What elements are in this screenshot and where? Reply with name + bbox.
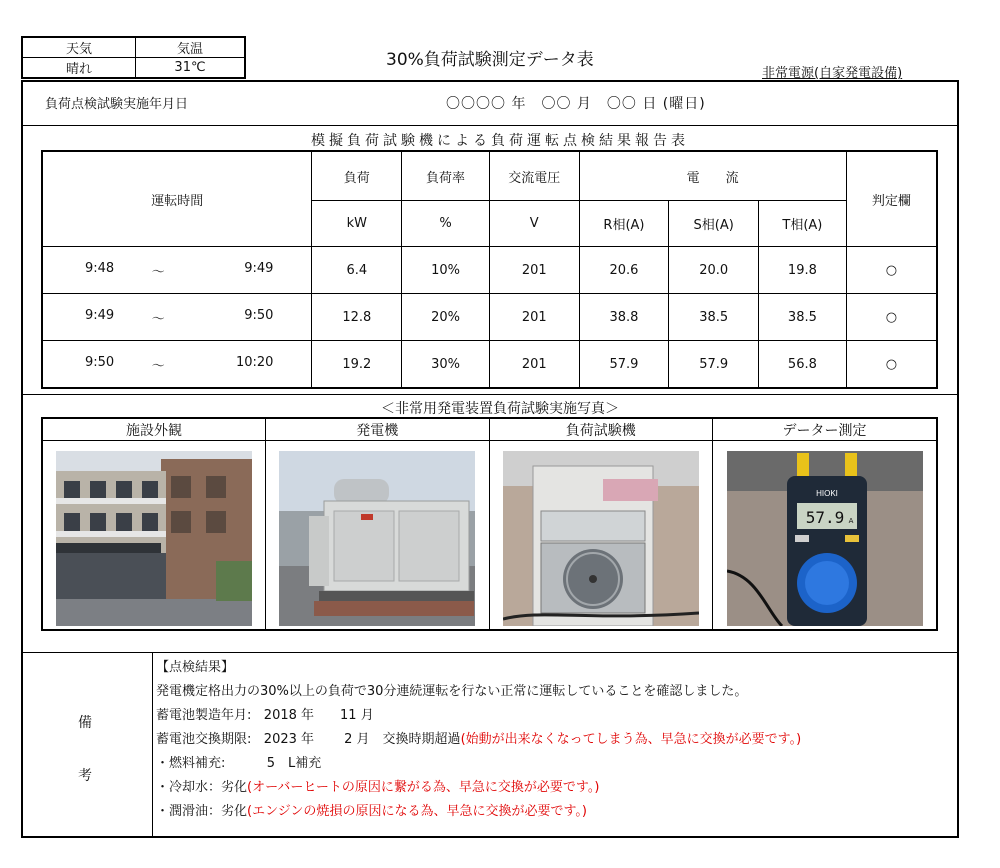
- divider: [23, 125, 957, 126]
- oil-warning-text: (エンジンの焼損の原因になる為、早急に交換が必要です。): [247, 804, 587, 819]
- end-time: 9:49: [244, 260, 274, 276]
- s-current-value: 20.0: [669, 247, 759, 294]
- test-date-value: 〇〇〇〇 年 〇〇 月 〇〇 日 (曜日): [446, 96, 706, 112]
- table-row: [42, 341, 937, 389]
- meter-reading: 57.9: [805, 508, 844, 527]
- unit-r-phase: R相(A): [579, 201, 669, 247]
- s-current-value: 38.5: [669, 294, 759, 341]
- weather-header: 天気: [22, 37, 136, 58]
- photo-label-generator: 発電機: [266, 418, 490, 441]
- table-row: [42, 247, 937, 294]
- battery-expiry-row: [156, 728, 801, 747]
- photo-table: [41, 417, 938, 631]
- divider: [23, 394, 957, 395]
- remarks-label-bottom: 考: [78, 768, 92, 784]
- photo-section-title: ＜非常用発電装置負荷試験実施写真＞: [381, 401, 619, 417]
- unit-volt: V: [489, 201, 579, 247]
- report-table-title: 模擬負荷試験機による負荷運転点検結果報告表: [311, 133, 689, 149]
- oil-label: ・潤滑油：劣化: [156, 804, 248, 819]
- end-time: 9:50: [244, 307, 274, 323]
- clamp-meter-photo: [727, 451, 923, 626]
- coolant-row: [156, 776, 599, 795]
- header-ac-voltage: 交流電圧: [489, 151, 579, 201]
- unit-t-phase: T相(A): [759, 201, 847, 247]
- temperature-value: 31℃: [136, 58, 246, 79]
- oil-row: [156, 800, 587, 819]
- weather-value: 晴れ: [22, 58, 136, 79]
- time-cell: [42, 341, 312, 389]
- remarks-label-top: 備: [78, 715, 92, 731]
- t-current-value: 38.5: [759, 294, 847, 341]
- coolant-label: ・冷却水：劣化: [156, 780, 248, 795]
- header-current: 電 流: [579, 151, 846, 201]
- table-row: [42, 294, 937, 341]
- fuel-value: 5 L補充: [266, 756, 322, 771]
- photo-label-exterior: 施設外観: [42, 418, 266, 441]
- header-judgement: 判定欄: [846, 151, 937, 247]
- facility-type-label: 非常電源(自家発電設備): [762, 66, 903, 81]
- voltage-value: 201: [489, 341, 579, 389]
- load-tester-photo: [503, 451, 699, 626]
- generator-photo: [279, 451, 475, 626]
- voltage-value: 201: [489, 247, 579, 294]
- load-value: 12.8: [312, 294, 402, 341]
- load-value: 6.4: [312, 247, 402, 294]
- header-load: 負荷: [312, 151, 402, 201]
- time-cell: [42, 247, 312, 294]
- range-separator: ～: [151, 358, 165, 374]
- inspection-result-text: 発電機定格出力の30%以上の負荷で30分連続運転を行ない正常に運転していることを確認しました。: [156, 684, 748, 699]
- battery-expiry-value: 2023 年 2 月 交換時期超過: [263, 732, 461, 747]
- r-current-value: 20.6: [579, 247, 669, 294]
- battery-manufacture-value: 2018 年 11 月: [263, 708, 374, 723]
- load-rate-value: 10%: [402, 247, 490, 294]
- r-current-value: 38.8: [579, 294, 669, 341]
- judgement-mark: ○: [846, 341, 937, 389]
- weather-box: [21, 36, 246, 79]
- photo-label-measurement: データー測定: [713, 418, 938, 441]
- battery-manufacture-row: [156, 704, 374, 723]
- meter-brand-label: HIOKI: [815, 489, 838, 498]
- inspection-result-heading: 【点検結果】: [156, 660, 235, 675]
- unit-s-phase: S相(A): [669, 201, 759, 247]
- fuel-label: ・燃料補充:: [156, 756, 226, 771]
- remarks-divider: [152, 652, 153, 838]
- s-current-value: 57.9: [669, 341, 759, 389]
- start-time: 9:48: [85, 260, 115, 276]
- start-time: 9:50: [85, 354, 115, 370]
- battery-warning-text: (始動が出来なくなってしまう為、早急に交換が必要です。): [460, 732, 802, 747]
- divider: [23, 652, 957, 653]
- test-date-label: 負荷点検試験実施年月日: [45, 97, 189, 112]
- document-title: 30%負荷試験測定データ表: [386, 50, 594, 70]
- end-time: 10:20: [235, 354, 274, 370]
- header-operating-time: 運転時間: [42, 151, 312, 247]
- range-separator: ～: [151, 311, 165, 327]
- unit-kw: kW: [312, 201, 402, 247]
- time-cell: [42, 294, 312, 341]
- load-value: 19.2: [312, 341, 402, 389]
- coolant-warning-text: (オーバーヒートの原因に繋がる為、早急に交換が必要です。): [247, 780, 600, 795]
- load-rate-value: 20%: [402, 294, 490, 341]
- start-time: 9:49: [85, 307, 115, 323]
- judgement-mark: ○: [846, 294, 937, 341]
- load-test-table: [41, 150, 938, 389]
- t-current-value: 56.8: [759, 341, 847, 389]
- battery-expiry-label: 蓄電池交換期限:: [156, 732, 252, 747]
- building-exterior-photo: [56, 451, 252, 626]
- fuel-row: [156, 752, 321, 771]
- t-current-value: 19.8: [759, 247, 847, 294]
- meter-unit: A: [848, 517, 853, 525]
- range-separator: ～: [151, 264, 165, 280]
- voltage-value: 201: [489, 294, 579, 341]
- judgement-mark: ○: [846, 247, 937, 294]
- temperature-header: 気温: [136, 37, 246, 58]
- r-current-value: 57.9: [579, 341, 669, 389]
- header-load-rate: 負荷率: [402, 151, 490, 201]
- unit-percent: %: [402, 201, 490, 247]
- load-rate-value: 30%: [402, 341, 490, 389]
- battery-manufacture-label: 蓄電池製造年月:: [156, 708, 252, 723]
- photo-label-load-tester: 負荷試験機: [489, 418, 713, 441]
